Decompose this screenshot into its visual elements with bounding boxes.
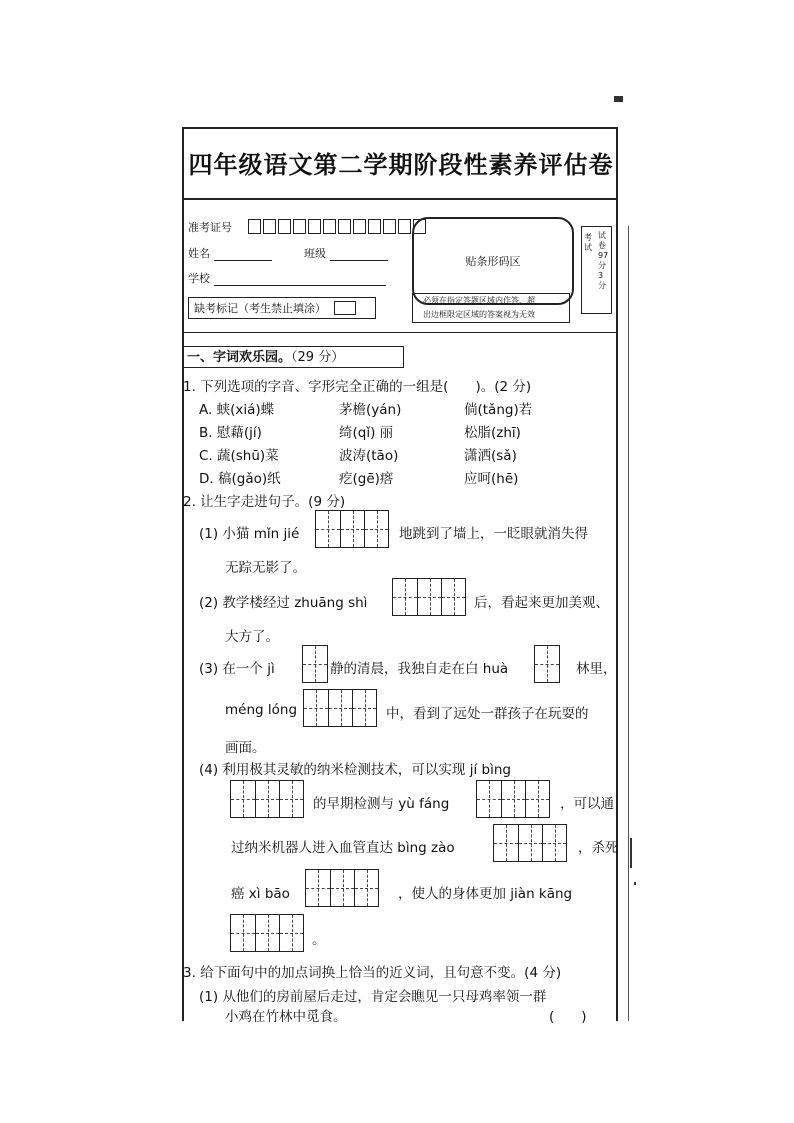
exam-info-time: 97 bbox=[598, 251, 609, 260]
q1-option-a1: A. 蛱(xiá)蝶 bbox=[199, 402, 275, 418]
q2-s2-text: (2) 教学楼经过 zhuāng shì bbox=[199, 595, 368, 611]
q3-s1-text: (1) 从他们的房前屋后走过，肯定会瞧见一只母鸡率领一群 bbox=[199, 989, 547, 1005]
exam-title: 四年级语文第二学期阶段性素养评估卷 bbox=[188, 150, 614, 179]
q2-s4-text: (4) 利用极其灵敏的纳米检测技术，可以实现 jí bìng bbox=[199, 762, 511, 778]
q2-s4-text: ，可以通 bbox=[560, 796, 614, 812]
answer-grid[interactable] bbox=[302, 645, 328, 683]
q2-s3-text: 画面。 bbox=[225, 740, 266, 756]
q1-option-b3: 松脂(zhī) bbox=[464, 425, 521, 441]
q2-s3-text: méng lóng bbox=[225, 702, 298, 718]
answer-grid[interactable] bbox=[230, 780, 304, 818]
exam-info-col1: 考试 bbox=[584, 233, 592, 252]
q2-s4-text: 癌 xì bāo bbox=[231, 886, 290, 902]
answer-grid[interactable] bbox=[230, 914, 304, 952]
barcode-label: 贴条形码区 bbox=[465, 255, 521, 268]
q3-s1-text: 小鸡在竹林中觅食。 bbox=[225, 1009, 347, 1025]
title-divider bbox=[182, 198, 616, 200]
corner-mark bbox=[614, 96, 623, 102]
q1-option-c1: C. 蔬(shū)菜 bbox=[199, 448, 279, 464]
q2-s4-text: ，使人的身体更加 jiàn kāng bbox=[398, 886, 573, 902]
q1-option-d3: 应呵(hē) bbox=[464, 471, 519, 487]
q1-option-b2: 绮(qǐ) 丽 bbox=[339, 425, 394, 441]
q2-s3-text: 中，看到了远处一群孩子在玩耍的 bbox=[386, 706, 589, 722]
answer-notice bbox=[412, 293, 570, 323]
right-margin-tick bbox=[630, 838, 632, 868]
q2-s4-text: 的早期检测与 yù fáng bbox=[313, 796, 450, 812]
absent-checkbox[interactable] bbox=[334, 301, 356, 315]
answer-grid[interactable] bbox=[493, 824, 567, 862]
section-1-points: （29 分） bbox=[291, 350, 345, 365]
right-margin-tick bbox=[634, 882, 636, 885]
school-field[interactable] bbox=[188, 270, 386, 286]
q3-stem: 3. 给下面句中的加点词换上恰当的近义词，且句意不变。(4 分) bbox=[183, 965, 562, 981]
name-label: 姓名 bbox=[188, 247, 210, 260]
q2-s3-text: 林里， bbox=[576, 661, 617, 677]
class-label: 班级 bbox=[304, 247, 326, 260]
exam-info-time2: 3 bbox=[598, 271, 604, 280]
q1-option-d1: D. 稿(gǎo)纸 bbox=[199, 471, 281, 487]
header-divider bbox=[182, 332, 616, 333]
q2-s1-text: 地跳到了墙上，一眨眼就消失得 bbox=[399, 526, 588, 542]
answer-grid[interactable] bbox=[305, 869, 379, 907]
exam-info-unit2: 分 bbox=[598, 281, 606, 290]
absent-mark-row bbox=[188, 297, 376, 319]
q2-s1-text: 无踪无影了。 bbox=[225, 560, 306, 576]
exam-id-label: 准考证号 bbox=[188, 221, 232, 234]
q1-option-d2: 疙(gē)瘩 bbox=[339, 471, 394, 487]
answer-grid[interactable] bbox=[392, 578, 466, 616]
q1-option-c2: 波涛(tāo) bbox=[339, 448, 399, 464]
class-field[interactable] bbox=[304, 245, 388, 261]
answer-grid[interactable] bbox=[534, 645, 560, 683]
name-field[interactable] bbox=[188, 245, 272, 261]
notice-line-2: 出边框限定区域的答案视为无效 bbox=[423, 310, 535, 319]
answer-grid[interactable] bbox=[476, 780, 550, 818]
school-label: 学校 bbox=[188, 272, 210, 285]
q2-s4-text: ，杀死 bbox=[578, 840, 619, 856]
q1-option-a2: 茅檐(yán) bbox=[339, 402, 402, 418]
exam-info-unit: 分 bbox=[598, 261, 606, 270]
answer-grid[interactable] bbox=[315, 510, 389, 548]
section-1-header bbox=[183, 346, 404, 368]
q2-stem: 2. 让生字走进句子。(9 分) bbox=[183, 494, 346, 510]
exam-info-col2: 试卷 bbox=[598, 231, 606, 250]
absent-label: 缺考标记（考生禁止填涂） bbox=[194, 302, 326, 315]
q3-answer-blank[interactable]: ( ) bbox=[549, 1009, 587, 1025]
section-1-title: 一、字词欢乐园。 bbox=[187, 350, 292, 365]
answer-grid[interactable] bbox=[303, 689, 377, 727]
q2-s3-text: 静的清晨，我独自走在白 huà bbox=[330, 661, 509, 677]
q2-s4-text: 过纳米机器人进入血管直达 bìng zào bbox=[231, 840, 455, 856]
right-margin-line bbox=[628, 226, 629, 1021]
q1-option-b1: B. 慰藉(jí) bbox=[199, 425, 262, 441]
notice-line-1: 必须在指定答题区域内作答，超 bbox=[423, 296, 535, 305]
q1-option-c3: 潇洒(sǎ) bbox=[464, 448, 517, 464]
q2-s3-text: (3) 在一个 jì bbox=[199, 661, 275, 677]
q1-stem: 1. 下列选项的字音、字形完全正确的一组是( )。(2 分) bbox=[183, 379, 532, 395]
exam-info-box bbox=[581, 226, 612, 314]
q2-s2-text: 后，看起来更加美观、 bbox=[474, 595, 609, 611]
exam-id-boxes[interactable] bbox=[248, 219, 428, 234]
q2-s4-text: 。 bbox=[312, 932, 326, 948]
q1-option-a3: 倘(tǎng)若 bbox=[464, 402, 533, 418]
q2-s2-text: 大方了。 bbox=[225, 629, 279, 645]
barcode-area bbox=[412, 217, 574, 305]
q2-s1-text: (1) 小猫 mǐn jié bbox=[199, 526, 300, 542]
